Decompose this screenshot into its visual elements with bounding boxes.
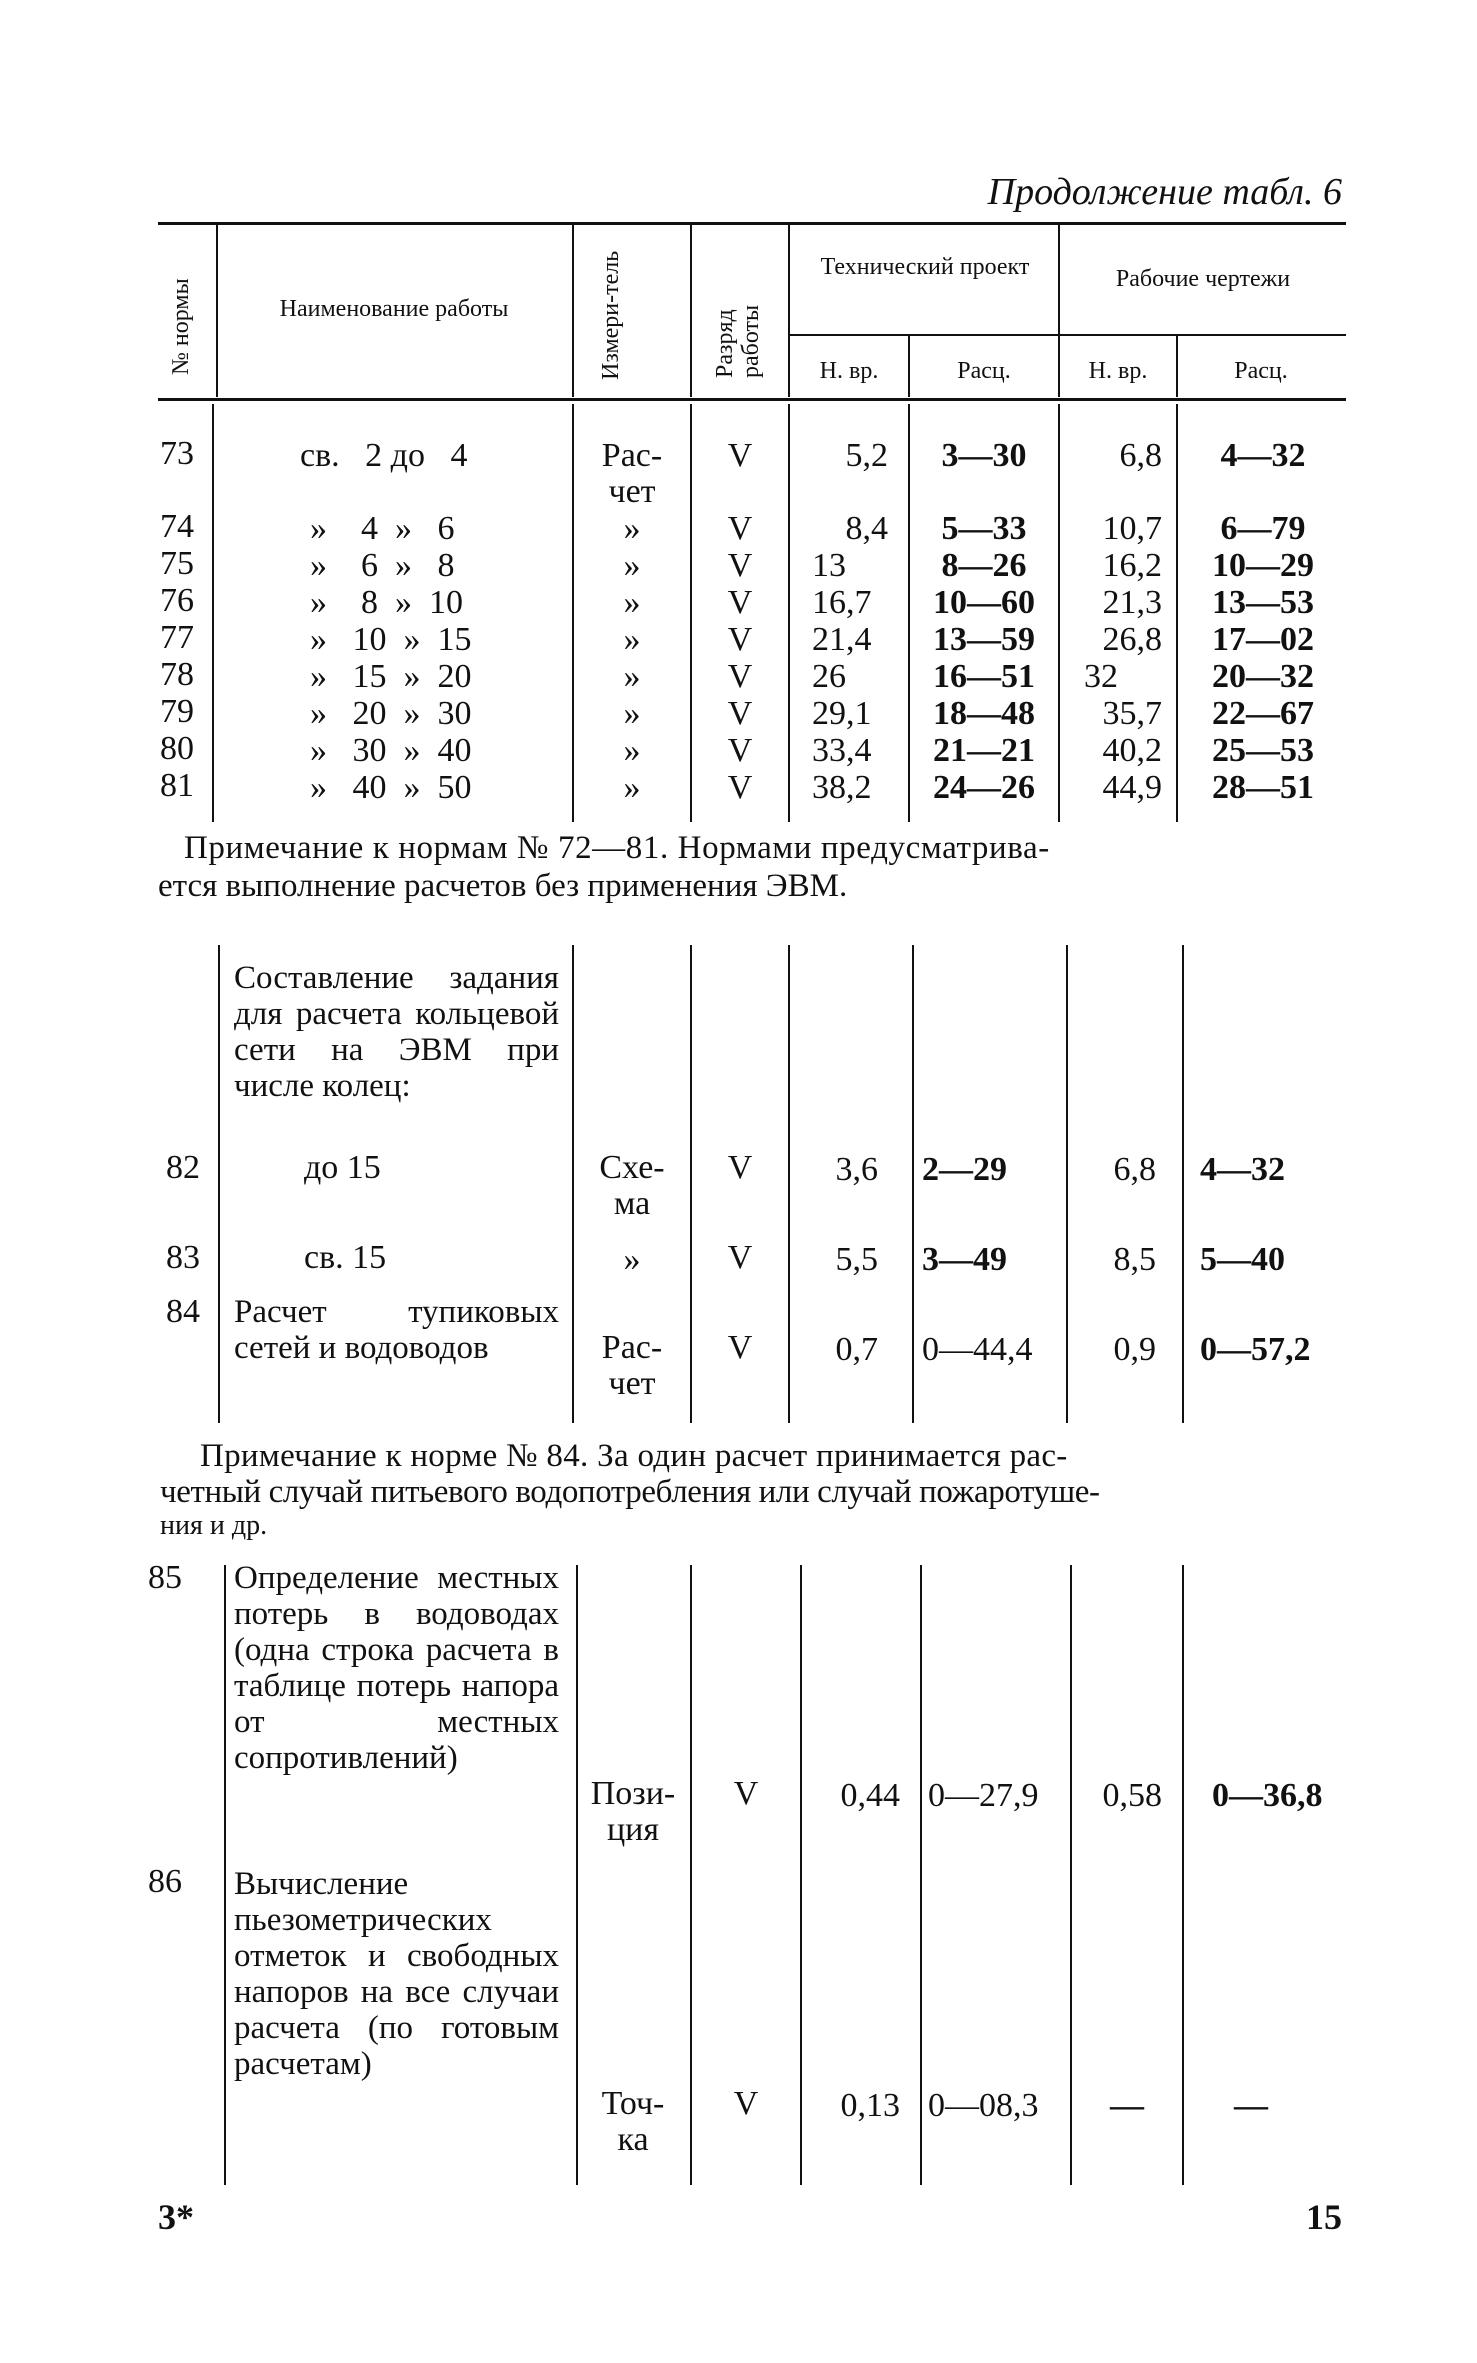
- time-work: 26,8: [1102, 621, 1162, 658]
- time-tech: 3,6: [835, 1151, 878, 1188]
- time-tech: 0,7: [835, 1331, 878, 1368]
- time-tech: 8,4: [845, 510, 888, 547]
- table-continuation-label: Продолжение табл. 6: [987, 171, 1342, 213]
- header-work-name: Наименование работы: [279, 296, 509, 322]
- work-name: св. 15: [304, 1239, 387, 1276]
- norm-number: 77: [160, 619, 194, 656]
- price-tech: 21—21: [933, 732, 1035, 769]
- norm-number: 79: [160, 693, 194, 730]
- price-work: 4—32: [1200, 1151, 1285, 1188]
- price-tech: 5—33: [941, 510, 1027, 547]
- unit: »: [623, 695, 641, 732]
- time-work: 40,2: [1102, 732, 1162, 769]
- price-work: 0—57,2: [1200, 1331, 1311, 1368]
- price-tech: 3—30: [941, 437, 1027, 474]
- unit: »: [623, 1241, 641, 1278]
- unit: Рас-: [601, 437, 663, 474]
- note-2-line-3: ния и др.: [160, 1510, 268, 1541]
- norm-number: 76: [160, 582, 194, 619]
- price-work: 17—02: [1212, 621, 1314, 658]
- grade: V: [727, 1149, 753, 1186]
- work-name: » 15 » 20: [310, 658, 472, 695]
- time-work: 0,58: [1102, 1777, 1162, 1814]
- time-work: 0,9: [1113, 1331, 1156, 1368]
- unit: »: [623, 621, 641, 658]
- norm-number: 82: [166, 1149, 200, 1186]
- time-tech: 5,5: [835, 1241, 878, 1278]
- note-2-line-1: Примечание к норме № 84. За один расчет принимается рас-: [200, 1438, 1068, 1474]
- price-tech: 0—08,3: [928, 2087, 1039, 2124]
- price-tech: 2—29: [922, 1151, 1007, 1188]
- header-time-tech: Н. вр.: [819, 358, 879, 384]
- work-name: » 10 » 15: [310, 621, 472, 658]
- column-divider: [690, 945, 692, 1423]
- unit: »: [623, 769, 641, 806]
- column-divider: [212, 404, 214, 822]
- unit: »: [623, 658, 641, 695]
- work-name: » 4 » 6: [310, 510, 455, 547]
- header-bottom-rule: [158, 398, 1346, 401]
- norm-number: 86: [148, 1863, 182, 1900]
- work-name: Определение местных потерь в водоводах (одна строка расчета в таблице потерь напора от местных сопротивлений): [234, 1560, 559, 1776]
- work-name: » 30 » 40: [310, 732, 472, 769]
- header-working-drawings: Рабочие чертежи: [1115, 266, 1291, 292]
- price-work: 6—79: [1220, 510, 1306, 547]
- grade: V: [727, 621, 753, 658]
- work-name: » 6 » 8: [310, 547, 455, 584]
- time-work: 10,7: [1102, 510, 1162, 547]
- time-work: 35,7: [1102, 695, 1162, 732]
- column-divider: [690, 404, 692, 822]
- grade: V: [727, 437, 753, 474]
- column-divider: [224, 1565, 226, 2185]
- note-1-line-1: Примечание к нормам № 72—81. Нормами предусматрива-: [184, 830, 1050, 866]
- time-work: 32: [1084, 658, 1118, 695]
- unit-cont: чет: [608, 473, 656, 510]
- column-divider: [1058, 404, 1060, 822]
- column-divider: [908, 404, 910, 822]
- unit: »: [623, 510, 641, 547]
- work-name: Расчет тупиковых сетей и водоводов: [234, 1294, 559, 1366]
- header-grade: Разряд работы: [712, 304, 764, 378]
- grade: V: [727, 658, 753, 695]
- grade: V: [733, 1775, 759, 1812]
- norm-number: 75: [160, 545, 194, 582]
- norm-number: 78: [160, 656, 194, 693]
- time-work: 44,9: [1102, 769, 1162, 806]
- column-divider: [1066, 945, 1068, 1423]
- table-top-rule: [158, 222, 1346, 225]
- price-tech: 13—59: [933, 621, 1035, 658]
- unit: Схе-: [599, 1149, 665, 1186]
- time-work: 8,5: [1113, 1241, 1156, 1278]
- grade: V: [733, 2085, 759, 2122]
- column-divider: [1182, 945, 1184, 1423]
- unit: »: [623, 547, 641, 584]
- group-sub-rule: [790, 334, 1346, 336]
- grade: V: [727, 769, 753, 806]
- note-2-line-2: четный случай питьевого водопотребления или случай пожаротуше-: [160, 1474, 1100, 1510]
- grade: V: [727, 695, 753, 732]
- price-tech: 16—51: [933, 658, 1035, 695]
- column-divider: [912, 945, 914, 1423]
- column-divider: [788, 404, 790, 822]
- work-name: » 20 » 30: [310, 695, 472, 732]
- header-unit: Измери-тель: [598, 250, 624, 380]
- price-work: 10—29: [1212, 547, 1314, 584]
- price-tech: 8—26: [941, 547, 1027, 584]
- time-tech: 33,4: [812, 732, 872, 769]
- header-time-work: Н. вр.: [1088, 358, 1148, 384]
- norm-number: 83: [166, 1239, 200, 1276]
- price-work: 25—53: [1212, 732, 1314, 769]
- price-work: 22—67: [1212, 695, 1314, 732]
- work-name: » 40 » 50: [310, 769, 472, 806]
- header-price-tech: Расц.: [957, 358, 1011, 384]
- unit: »: [623, 732, 641, 769]
- price-tech: 10—60: [933, 584, 1035, 621]
- column-divider: [1070, 1565, 1072, 2185]
- work-name: » 8 » 10: [310, 584, 463, 621]
- grade: V: [727, 547, 753, 584]
- price-tech: 18—48: [933, 695, 1035, 732]
- price-tech: 24—26: [933, 769, 1035, 806]
- norm-number: 81: [160, 767, 194, 804]
- time-tech: 0,44: [840, 1777, 900, 1814]
- time-tech: 16,7: [812, 584, 872, 621]
- header-divider: [572, 225, 574, 397]
- time-work: 21,3: [1102, 584, 1162, 621]
- price-work: 0—36,8: [1212, 1777, 1323, 1814]
- norm-number: 84: [166, 1293, 200, 1330]
- page-number: 15: [1306, 2197, 1342, 2237]
- header-tech-project: Технический проект: [820, 254, 1030, 280]
- column-divider: [572, 945, 574, 1423]
- column-divider: [690, 1565, 692, 2185]
- unit: Рас-: [601, 1329, 663, 1366]
- norm-number: 80: [160, 730, 194, 767]
- column-divider: [572, 404, 574, 822]
- column-divider: [218, 945, 220, 1423]
- price-work: 4—32: [1220, 437, 1306, 474]
- time-work: 16,2: [1102, 547, 1162, 584]
- time-tech: 21,4: [812, 621, 872, 658]
- norm-number: 74: [160, 508, 194, 545]
- time-tech: 38,2: [812, 769, 872, 806]
- column-divider: [920, 1565, 922, 2185]
- price-tech: 0—44,4: [922, 1331, 1033, 1368]
- header-price-work: Расц.: [1234, 358, 1288, 384]
- grade: V: [727, 1239, 753, 1276]
- price-work: 13—53: [1212, 584, 1314, 621]
- price-work: 20—32: [1212, 658, 1314, 695]
- signature-mark: 3*: [158, 2197, 194, 2237]
- grade: V: [727, 1329, 753, 1366]
- work-group-intro: Составление задания для расчета кольцевой сети на ЭВМ при числе колец:: [234, 960, 559, 1104]
- time-tech: 5,2: [845, 437, 888, 474]
- grade: V: [727, 584, 753, 621]
- column-divider: [1182, 1565, 1184, 2185]
- work-name: до 15: [304, 1149, 381, 1186]
- column-divider: [1176, 404, 1178, 822]
- time-work: 6,8: [1113, 1151, 1156, 1188]
- time-tech: 13: [812, 547, 846, 584]
- work-name: Вычисление пьезометрических отметок и свободных напоров на все случаи расчета (по готовым расчетам): [234, 1866, 559, 2082]
- header-divider: [690, 225, 692, 397]
- unit-cont: ка: [617, 2121, 649, 2158]
- work-name: св. 2 до 4: [300, 437, 468, 474]
- grade: V: [727, 732, 753, 769]
- time-tech: 0,13: [840, 2087, 900, 2124]
- norm-number: 85: [148, 1559, 182, 1596]
- price-work: 5—40: [1200, 1241, 1285, 1278]
- unit-cont: ма: [613, 1185, 651, 1222]
- unit: Пози-: [590, 1775, 676, 1812]
- price-work: —: [1234, 2087, 1268, 2124]
- grade: V: [727, 510, 753, 547]
- unit-cont: чет: [608, 1365, 656, 1402]
- unit: »: [623, 584, 641, 621]
- price-work: 28—51: [1212, 769, 1314, 806]
- price-tech: 0—27,9: [928, 1777, 1039, 1814]
- price-tech: 3—49: [922, 1241, 1007, 1278]
- time-work: —: [1110, 2087, 1144, 2124]
- note-1-line-2: ется выполнение расчетов без применения ЭВМ.: [158, 868, 848, 904]
- unit: Точ-: [601, 2085, 665, 2122]
- time-tech: 26: [812, 658, 846, 695]
- norm-number: 73: [160, 435, 194, 472]
- time-work: 6,8: [1119, 437, 1162, 474]
- unit-cont: ция: [606, 1811, 660, 1848]
- time-tech: 29,1: [812, 695, 872, 732]
- header-norm-number: № нормы: [168, 278, 194, 375]
- column-divider: [788, 945, 790, 1423]
- column-divider: [800, 1565, 802, 2185]
